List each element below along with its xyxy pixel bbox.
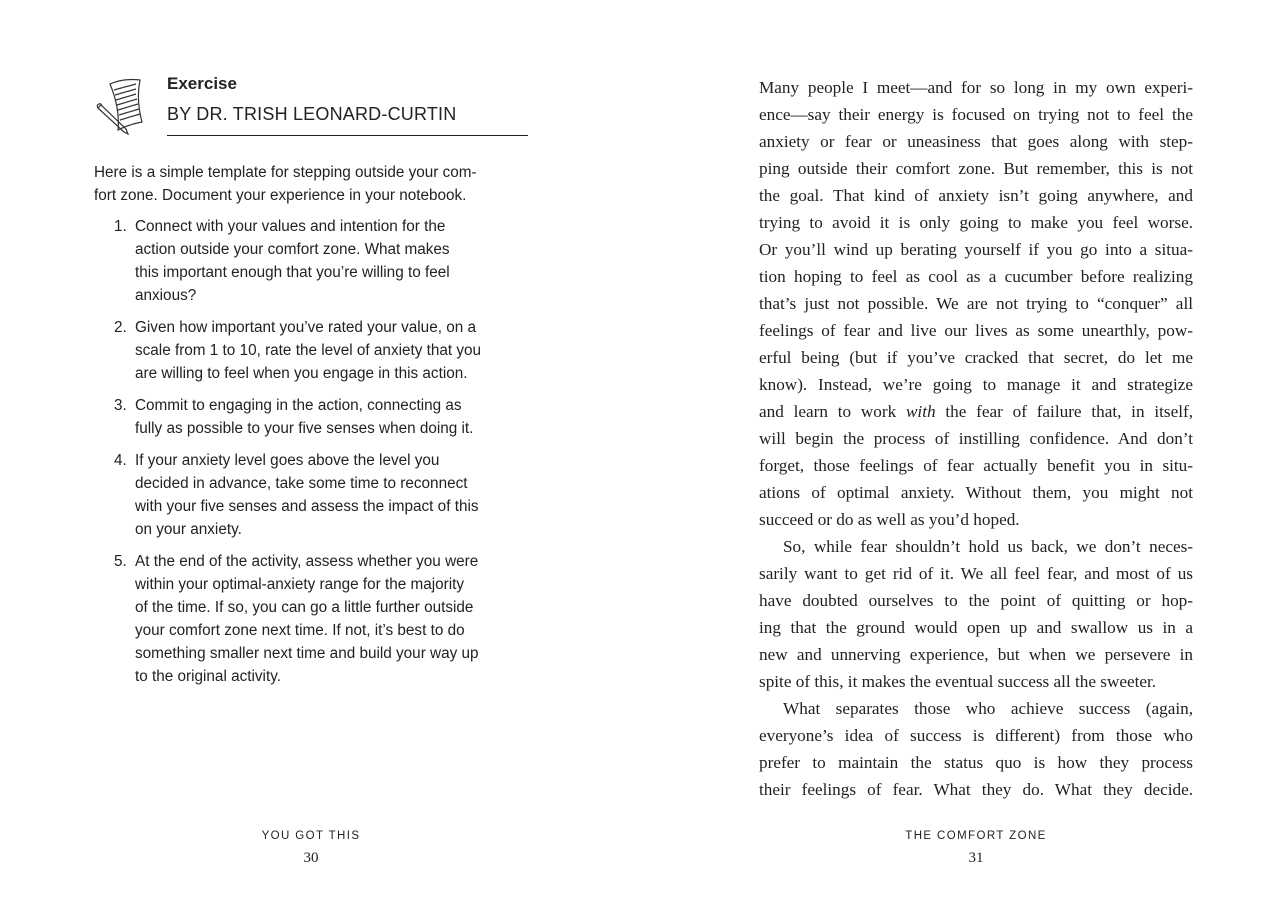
- text-line: have doubted ourselves to the point of quitting or hop-: [759, 591, 1193, 610]
- item-line: of the time. If so, you can go a little further outside: [135, 599, 474, 616]
- text-line: new and unnerving experience, but when we persevere in: [759, 645, 1193, 664]
- page-number: 30: [303, 850, 319, 866]
- text-line: know). Instead, we’re going to manage it and strategize: [759, 375, 1193, 394]
- text-line: will begin the process of instilling confidence. And don’t: [759, 429, 1193, 448]
- item-line: Commit to engaging in the action, connecting as: [135, 397, 462, 414]
- text-line: anxiety or fear or uneasiness that goes along with step-: [759, 132, 1193, 151]
- item-line: Connect with your values and intention for the: [135, 218, 446, 235]
- item-line: something smaller next time and build your way up: [135, 645, 479, 662]
- text-line: So, while fear shouldn’t hold us back, we don’t neces-: [783, 537, 1193, 556]
- text-line: tion hoping to feel as cool as a cucumber before realizing: [759, 267, 1193, 286]
- text-line: ence—say their energy is focused on trying not to feel the: [759, 105, 1193, 124]
- item-line: this important enough that you’re willing to feel: [135, 264, 450, 281]
- text-line: Many people I meet—and for so long in my own experi-: [759, 78, 1193, 97]
- text-line: spite of this, it makes the eventual success all the sweeter.: [759, 672, 1157, 691]
- item-line: At the end of the activity, assess whether you were: [135, 553, 479, 570]
- item-line: fully as possible to your five senses when doing it.: [135, 420, 474, 437]
- exercise-steps-list: [94, 215, 530, 688]
- intro-line: fort zone. Document your experience in your notebook.: [94, 187, 467, 204]
- text-line: and learn to work with the fear of failure that, in itself,: [759, 402, 1193, 421]
- item-line: anxious?: [135, 287, 197, 304]
- item-number: 1.: [114, 218, 127, 235]
- item-line: action outside your comfort zone. What makes: [135, 241, 450, 258]
- exercise-label: Exercise: [167, 74, 237, 93]
- list-item: [94, 550, 530, 688]
- header-rule: [167, 135, 528, 136]
- item-line: Given how important you’ve rated your value, on a: [135, 319, 476, 336]
- item-number: 3.: [114, 397, 127, 414]
- item-line: within your optimal-anxiety range for the majority: [135, 576, 465, 593]
- text-line: succeed or do as well as you’d hoped.: [759, 510, 1020, 529]
- running-head: YOU GOT THIS: [261, 830, 361, 842]
- text-line: ping outside their comfort zone. But remember, this is not: [759, 159, 1193, 178]
- text-line: everyone’s idea of success is different) from those who: [759, 726, 1193, 745]
- item-line: decided in advance, take some time to reconnect: [135, 475, 468, 492]
- item-number: 2.: [114, 319, 127, 336]
- text-line: trying to avoid it is only going to make you feel worse.: [759, 213, 1193, 232]
- text-line: prefer to maintain the status quo is how they process: [759, 753, 1193, 772]
- list-item: [94, 215, 530, 307]
- item-line: If your anxiety level goes above the level you: [135, 452, 440, 469]
- text-line: that’s just not possible. We are not trying to “conquer” all: [759, 294, 1193, 313]
- item-line: to the original activity.: [135, 668, 281, 685]
- text-line: feelings of fear and live our lives as some unearthly, pow-: [759, 321, 1193, 340]
- item-line: on your anxiety.: [135, 521, 242, 538]
- text-line: ations of optimal anxiety. Without them, you might not: [759, 483, 1193, 502]
- item-line: scale from 1 to 10, rate the level of anxiety that you: [135, 342, 482, 359]
- text-line: ing that the ground would open up and swallow us in a: [759, 618, 1193, 637]
- list-item: [94, 449, 530, 541]
- list-item: [94, 316, 530, 385]
- text-line: forget, those feelings of fear actually benefit you in situ-: [759, 456, 1193, 475]
- notepad-pencil-icon: [94, 78, 148, 136]
- item-line: with your five senses and assess the impact of this: [135, 498, 479, 515]
- item-line: your comfort zone next time. If not, it’s best to do: [135, 622, 465, 639]
- text-line: their feelings of fear. What they do. What they decide.: [759, 780, 1193, 799]
- text-line: What separates those who achieve success (again,: [783, 699, 1193, 718]
- right-footer: [826, 830, 1126, 867]
- text-line: Or you’ll wind up berating yourself if you go into a situa-: [759, 240, 1193, 259]
- exercise-author: BY DR. TRISH LEONARD-CURTIN: [167, 104, 457, 124]
- left-footer: [161, 830, 461, 867]
- page-number: 31: [968, 850, 984, 866]
- exercise-body: [94, 161, 530, 697]
- list-item: [94, 394, 530, 440]
- intro-paragraph: [94, 161, 530, 207]
- text-line: sarily want to get rid of it. We all feel fear, and most of us: [759, 564, 1193, 583]
- item-number: 4.: [114, 452, 127, 469]
- item-number: 5.: [114, 553, 127, 570]
- intro-line: Here is a simple template for stepping outside your com-: [94, 164, 477, 181]
- text-line: the goal. That kind of anxiety isn’t going anywhere, and: [759, 186, 1193, 205]
- body-text: [759, 74, 1193, 803]
- text-line: erful being (but if you’ve cracked that secret, do let me: [759, 348, 1193, 367]
- item-line: are willing to feel when you engage in this action.: [135, 365, 468, 382]
- running-head: THE COMFORT ZONE: [905, 830, 1047, 842]
